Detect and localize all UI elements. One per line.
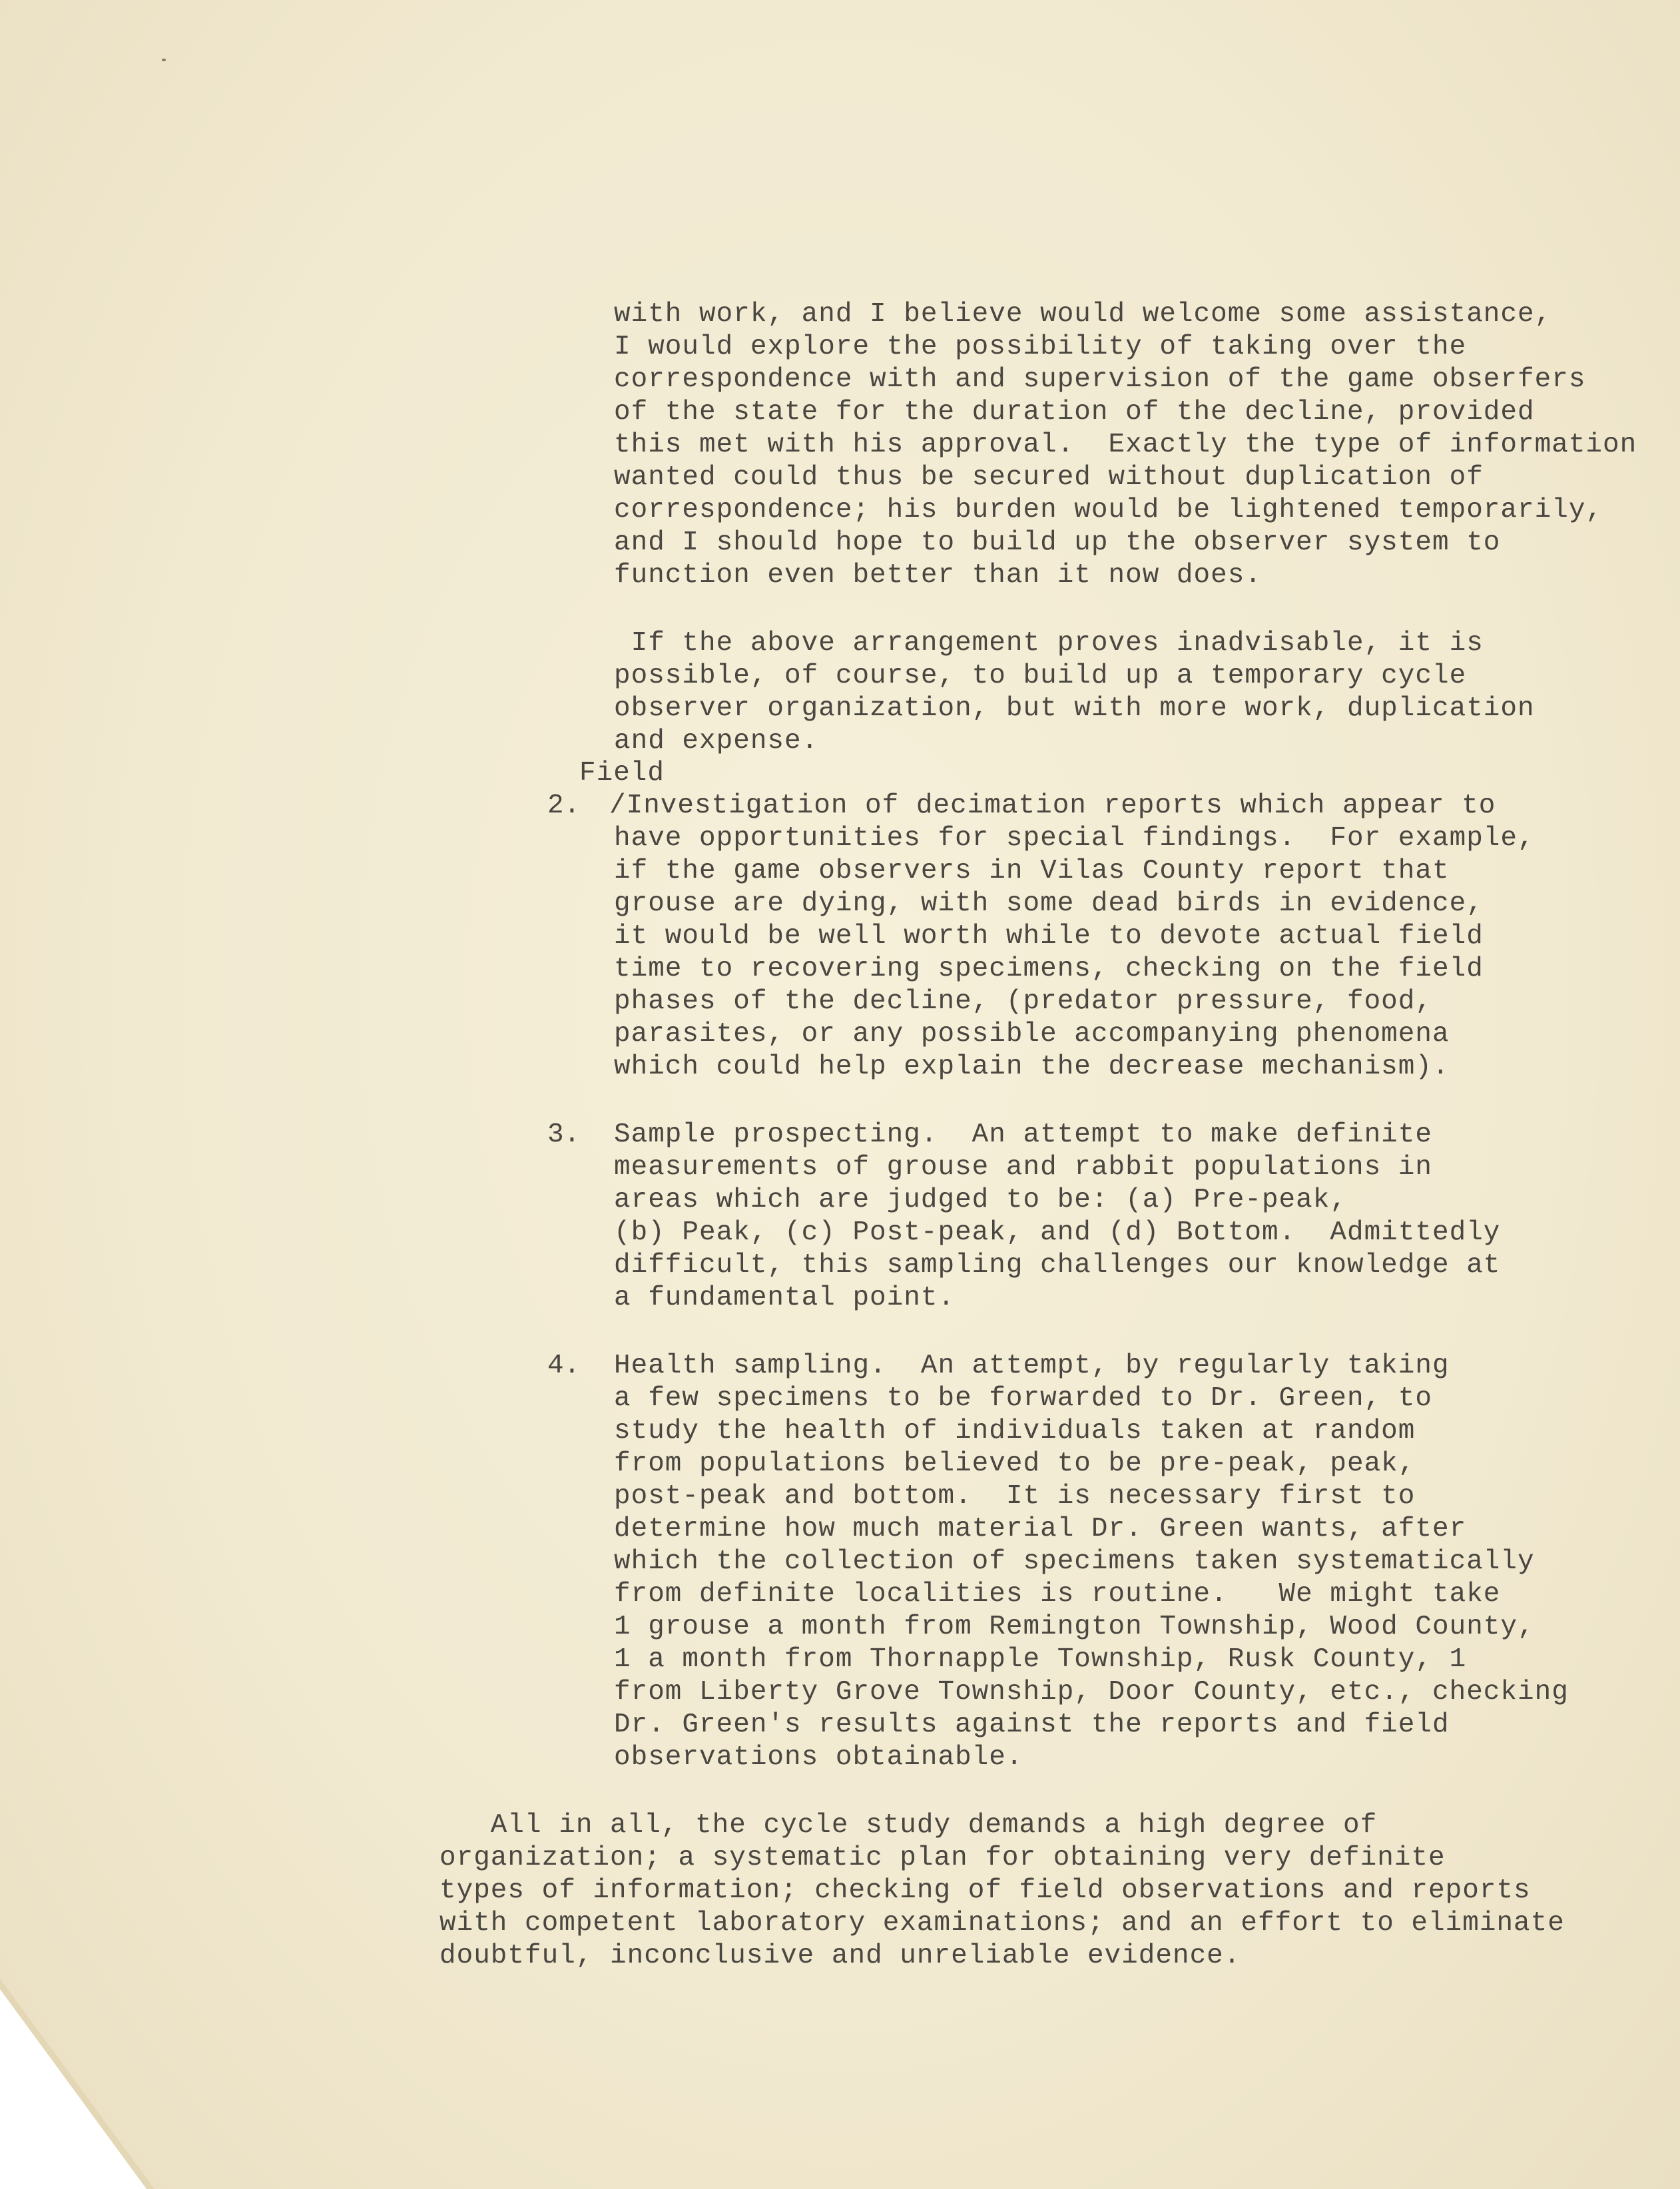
item2-line-1: /Investigation of decimation reports which appear to [609, 790, 1496, 821]
para1-line-9: function even better than it now does. [614, 560, 1262, 591]
item4-line-1: Health sampling. An attempt, by regularly taking [614, 1351, 1450, 1381]
item2-line-4: grouse are dying, with some dead birds in evidence, [614, 888, 1484, 919]
para1-line-4: of the state for the duration of the decline, provided [614, 397, 1535, 428]
para1-line-2: I would explore the possibility of taking over the [614, 332, 1467, 362]
item2-number: 2. [547, 790, 581, 821]
item3-line-3: areas which are judged to be: (a) Pre-peak, [614, 1185, 1347, 1215]
item4-line-9: 1 grouse a month from Remington Township, Wood County, [614, 1612, 1535, 1642]
item3-line-1: Sample prospecting. An attempt to make definite [614, 1119, 1432, 1150]
closing-line-3: types of information; checking of field observations and reports [439, 1875, 1531, 1906]
item4-line-4: from populations believed to be pre-peak, peak, [614, 1448, 1416, 1479]
item3-line-4: (b) Peak, (c) Post-peak, and (d) Bottom. Admittedly [614, 1217, 1501, 1248]
page-corner-fold [0, 1989, 146, 2189]
item4-line-3: study the health of individuals taken at random [614, 1416, 1416, 1446]
para1-line-8: and I should hope to build up the observer system to [614, 527, 1501, 558]
item3-number: 3. [547, 1119, 581, 1150]
closing-line-4: with competent laboratory examinations; and an effort to eliminate [439, 1908, 1565, 1939]
item4-line-7: which the collection of specimens taken systematically [614, 1546, 1535, 1577]
item2-line-9: which could help explain the decrease mechanism). [614, 1052, 1450, 1082]
item4-line-8: from definite localities is routine. We might take [614, 1579, 1501, 1610]
para1-line-1: with work, and I believe would welcome some assistance, [614, 299, 1552, 330]
para2-line-2: possible, of course, to build up a temporary cycle [614, 661, 1467, 691]
closing-line-2: organization; a systematic plan for obtaining very definite [439, 1843, 1446, 1873]
item4-number: 4. [547, 1351, 581, 1381]
item4-line-13: observations obtainable. [614, 1742, 1023, 1773]
item4-line-2: a few specimens to be forwarded to Dr. Green, to [614, 1383, 1432, 1414]
item3-line-5: difficult, this sampling challenges our knowledge at [614, 1250, 1501, 1281]
closing-line-1: All in all, the cycle study demands a high degree of [439, 1810, 1378, 1841]
item4-line-12: Dr. Green's results against the reports and field [614, 1710, 1450, 1740]
para2-line-4: and expense. [614, 726, 819, 757]
item4-line-5: post-peak and bottom. It is necessary first to [614, 1481, 1416, 1512]
closing-line-5: doubtful, inconclusive and unreliable evidence. [439, 1941, 1241, 1971]
insert-word-field: Field [579, 758, 665, 788]
para1-line-5: this met with his approval. Exactly the type of information [614, 430, 1637, 460]
para1-line-3: correspondence with and supervision of the game obserfers [614, 364, 1586, 395]
paper-speck [162, 59, 166, 61]
item3-line-6: a fundamental point. [614, 1283, 956, 1313]
item2-line-8: parasites, or any possible accompanying phenomena [614, 1019, 1450, 1050]
para1-line-6: wanted could thus be secured without duplication of [614, 462, 1484, 493]
item3-line-2: measurements of grouse and rabbit populations in [614, 1152, 1432, 1183]
item2-line-3: if the game observers in Vilas County report that [614, 856, 1450, 886]
item2-line-6: time to recovering specimens, checking on the field [614, 954, 1484, 984]
para2-line-3: observer organization, but with more work, duplication [614, 693, 1535, 724]
item2-line-2: have opportunities for special findings. For example, [614, 823, 1535, 854]
item4-line-10: 1 a month from Thornapple Township, Rusk County, 1 [614, 1644, 1467, 1675]
item4-line-6: determine how much material Dr. Green wants, after [614, 1514, 1467, 1544]
item2-line-7: phases of the decline, (predator pressure, food, [614, 986, 1432, 1017]
item2-line-5: it would be well worth while to devote actual field [614, 921, 1484, 952]
para1-line-7: correspondence; his burden would be lightened temporarily, [614, 495, 1603, 525]
item4-line-11: from Liberty Grove Township, Door County, etc., checking [614, 1677, 1569, 1708]
para2-line-1: If the above arrangement proves inadvisable, it is [614, 628, 1484, 659]
